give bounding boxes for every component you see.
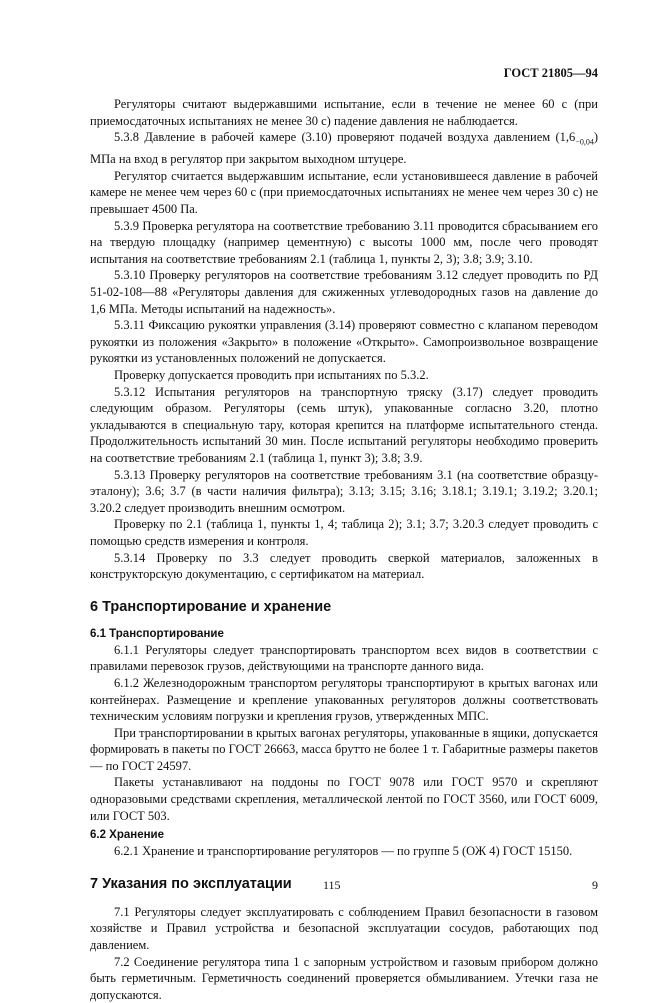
pressure-suffix: ) МПа на вход в регулятор при закрытом выходном штуцере. (90, 130, 598, 167)
paragraph: Проверку допускается проводить при испытаниях по 5.3.2. (114, 368, 429, 382)
paragraph: 6.1.1 Регуляторы следует транспортировать транспортом всех видов в соответствии с правилами перевозок грузов, действующими на транспорте данного вида. (90, 642, 598, 674)
paragraph: 5.3.13 Проверку регуляторов на соответствие требованиям 3.1 (на соответствие образцу-эталону); 3.6; 3.7 (в части наличия фильтра); 3.13; 3.15; 3.16; 3.18.1; 3.19.1; 3.19.2; 3.20.1; 3.20.2 следует производить внешним осмотром. (90, 467, 598, 515)
paragraph: 5.3.12 Испытания регуляторов на транспортную тряску (3.17) следует проводить следующим образом. Регуляторы (семь штук), упакованные согласно 3.20, плотно укладываются в специальную тару, которая крепится на платформе испытательного стенда. Продолжительность испытаний 30 мин. После испытаний регуляторы необходимо проверить на соответствие требованиям 2.1 (таблица 1, пункт 3); 3.8; 3.9. (90, 384, 598, 465)
paragraph: Регуляторы считают выдержавшими испытание, если в течение не менее 60 с (при приемосдаточных испытаниях не менее 30 с) падение давления не наблюдается. (90, 97, 598, 128)
pressure-tolerance: −0,04 (575, 137, 594, 147)
paragraph-pressure (90, 129, 598, 168)
section-heading-transport: 6 Транспортирование и хранение (90, 598, 332, 615)
paragraph: При транспортировании в крытых вагонах регуляторы, упакованные в ящики, допускается формировать в пакеты по ГОСТ 26663, масса брутто не более 1 т. Габаритные размеры пакетов — по ГОСТ 24597. (90, 725, 598, 773)
paragraph: 5.3.10 Проверку регуляторов на соответствие требованиям 3.12 следует проводить по РД 51-02-108—88 «Регуляторы давления для сжиженных углеводородных газов на давление до 1,6 МПа. Методы испытаний на надежность». (90, 268, 598, 316)
pressure-prefix: 5.3.8 Давление в рабочей камере (3.10) проверяют подачей воздуха давлением (1,6 (114, 130, 576, 145)
paragraph: Проверку по 2.1 (таблица 1, пункты 1, 4; таблица 2); 3.1; 3.7; 3.20.3 следует проводить с помощью средств измерения и контроля. (90, 517, 598, 548)
paragraph: 5.3.11 Фиксацию рукоятки управления (3.14) проверяют совместно с клапаном переводом рукоятки из положения «Закрыто» в положение «Открыто». Самопроизвольное возвращение рукоятки из установленных положений не допускается. (90, 318, 598, 366)
paragraph: 7.2 Соединение регулятора типа 1 с запорным устройством и газовым прибором должно быть герметичным. Герметичность соединений проверяется обмыливанием. Утечки газа не допускаются. (90, 954, 598, 1002)
subsection-heading-storage: 6.2 Хранение (90, 829, 165, 842)
paragraph: 5.3.9 Проверка регулятора на соответствие требованию 3.11 проводится сбрасыванием его на твердую площадку (например цементную) с высоты 1000 мм, после чего проводят испытания на соответствие требованиям 2.1 (таблица 1, пункты 2, 3); 3.8; 3.9; 3.10. (90, 218, 598, 266)
footer-sheet-number: 115 (323, 878, 341, 892)
subsection-heading-transportation: 6.1 Транспортирование (90, 627, 224, 640)
paragraph: Регулятор считается выдержавшим испытание, если установившееся давление в рабочей камере не менее чем через 60 с (при приемосдаточных испытаниях не менее чем через 30 с) не превышает 4500 Па. (90, 168, 598, 217)
paragraph: 6.2.1 Хранение и транспортирование регуляторов — по группе 5 (ОЖ 4) ГОСТ 15150. (114, 844, 573, 859)
section-heading-operation: 7 Указания по эксплуатации (90, 875, 292, 892)
document-body (90, 96, 598, 1003)
paragraph: Пакеты устанавливают на поддоны по ГОСТ 9078 или ГОСТ 9570 и скрепляют одноразовыми средствами скрепления, металлической лентой по ГОСТ 3560, или ГОСТ 6009, или ГОСТ 503. (90, 775, 598, 823)
standard-code-header: ГОСТ 21805—94 (503, 66, 598, 80)
paragraph: 7.1 Регуляторы следует эксплуатировать с соблюдением Правил безопасности в газовом хозяйстве и Правил устройства и безопасной эксплуатации сосудов, работающих под давлением. (90, 904, 598, 953)
paragraph: 6.1.2 Железнодорожным транспортом регуляторы транспортируют в крытых вагонах или контейнерах. Размещение и крепление упакованных регуляторов должны соответствовать техническим условиям погрузки и крепления грузов, утвержденных МПС. (90, 675, 598, 724)
paragraph: 5.3.14 Проверку по 3.3 следует проводить сверкой материалов, заложенных в конструкторскую документацию, с сертификатом на материал. (90, 550, 598, 582)
page-number: 9 (592, 878, 598, 892)
